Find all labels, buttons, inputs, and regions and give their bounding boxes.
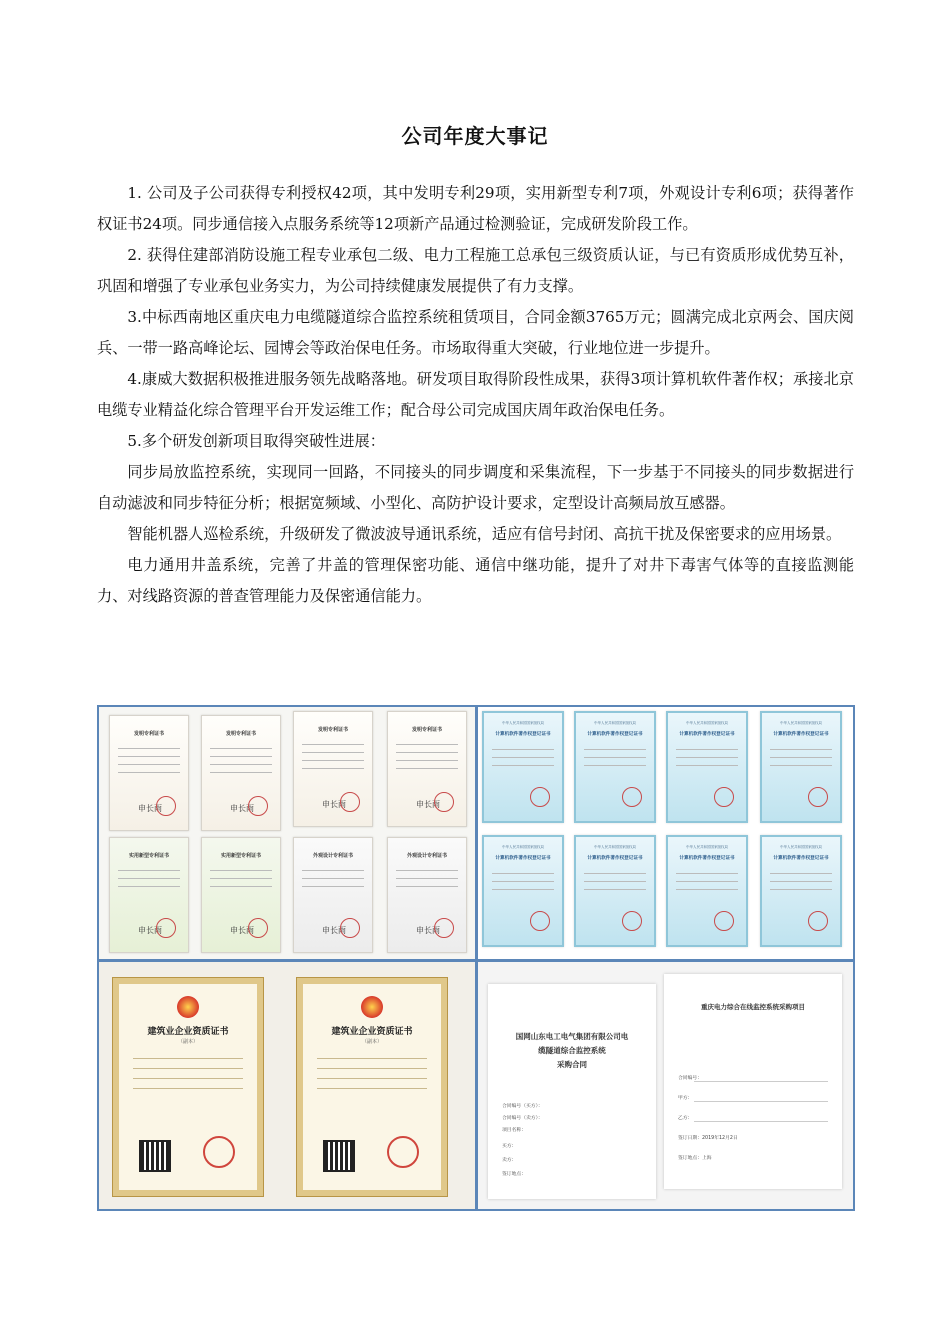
patent-certificate: 发明专利证书 申长雨 [293, 711, 373, 827]
seal-icon [622, 911, 642, 931]
software-copyright-panel [478, 707, 853, 959]
seal-icon [248, 918, 268, 938]
paragraph-7: 智能机器人巡检系统，升级研发了微波波导通讯系统，适应有信号封闭、高抗干扰及保密要求的应用场景。 [127, 525, 842, 543]
qr-code-icon [141, 1142, 169, 1170]
qualification-certificate: 建筑业企业资质证书 （副本） [297, 978, 447, 1196]
contracts-panel [478, 962, 853, 1209]
paragraph-6: 同步局放监控系统，实现同一回路，不同接头的同步调度和采集流程，下一步基于不同接头的同步数据进行自动滤波和同步特征分析；根据宽频域、小型化、高防护设计要求，定型设计高频局放互感器。 [97, 463, 854, 512]
contract-title: 国网山东电工电气集团有限公司电 缆隧道综合监控系统 采购合同 [515, 1032, 629, 1069]
paragraph-5: 5.多个研发创新项目取得突破性进展： [127, 432, 385, 450]
patent-certificate: 发明专利证书 申长雨 [387, 711, 467, 827]
software-copyright-certificate: 中华人民共和国国家版权局 计算机软件著作权登记证书 [760, 835, 842, 947]
design-patent-certificate: 外观设计专利证书 申长雨 [387, 837, 467, 953]
page-title: 公司年度大事记 [401, 124, 549, 148]
paragraph-8: 电力通用井盖系统，完善了井盖的管理保密功能、通信中继功能，提升了对井下毒害气体等的直接监测能力、对线路资源的普查管理能力及保密通信能力。 [97, 556, 854, 605]
software-copyright-certificate: 中华人民共和国国家版权局 计算机软件著作权登记证书 [482, 835, 564, 947]
seal-icon [340, 792, 360, 812]
paragraph-1: 1. 公司及子公司获得专利授权42项，其中发明专利29项，实用新型专利7项，外观设计专利6项；获得著作权证书24项。同步通信接入点服务系统等12项新产品通过检测验证，完成研发阶段工作。 [97, 184, 854, 233]
patent-certificates-panel [99, 707, 475, 959]
qualification-certificate: 建筑业企业资质证书 （副本） [113, 978, 263, 1196]
national-emblem-icon [177, 996, 199, 1018]
seal-icon [203, 1136, 235, 1168]
design-patent-certificate: 外观设计专利证书 申长雨 [293, 837, 373, 953]
seal-icon [387, 1136, 419, 1168]
paragraph-2: 2. 获得住建部消防设施工程专业承包二级、电力工程施工总承包三级资质认证，与已有资质形成优势互补，巩固和增强了专业承包业务实力，为公司持续健康发展提供了有力支撑。 [97, 246, 854, 295]
software-copyright-certificate: 中华人民共和国国家版权局 计算机软件著作权登记证书 [482, 711, 564, 823]
procurement-contract-document: 国网山东电工电气集团有限公司电 缆隧道综合监控系统 采购合同 合同编号（买方）： 合同编号（卖方）： 项目名称： 买方： 卖方： 签订地点： [488, 984, 656, 1199]
patent-certificate: 发明专利证书 申长雨 [109, 715, 189, 831]
seal-icon [434, 792, 454, 812]
utility-patent-certificate: 实用新型专利证书 申长雨 [201, 837, 281, 953]
national-emblem-icon [361, 996, 383, 1018]
seal-icon [530, 787, 550, 807]
paragraph-3: 3.中标西南地区重庆电力电缆隧道综合监控系统租赁项目，合同金额3765万元；圆满完成北京两会、国庆阅兵、一带一路高峰论坛、园博会等政治保电任务。市场取得重大突破，行业地位进一步提升。 [97, 308, 854, 357]
paragraph-4: 4.康威大数据积极推进服务领先战略落地。研发项目取得阶段性成果，获得3项计算机软件著作权；承接北京电缆专业精益化综合管理平台开发运维工作；配合母公司完成国庆周年政治保电任务。 [97, 370, 854, 419]
seal-icon [808, 787, 828, 807]
qualification-certificates-panel [99, 962, 475, 1209]
software-copyright-certificate: 中华人民共和国国家版权局 计算机软件著作权登记证书 [574, 835, 656, 947]
patent-certificate: 发明专利证书 申长雨 [201, 715, 281, 831]
seal-icon [156, 918, 176, 938]
seal-icon [622, 787, 642, 807]
utility-patent-certificate: 实用新型专利证书 申长雨 [109, 837, 189, 953]
seal-icon [808, 911, 828, 931]
seal-icon [714, 911, 734, 931]
procurement-project-document: 重庆电力综合在线监控系统采购项目 合同编号： 甲方： 乙方： 签订日期：2019年12月2日 签订地点：上海 [664, 974, 842, 1189]
software-copyright-certificate: 中华人民共和国国家版权局 计算机软件著作权登记证书 [666, 835, 748, 947]
software-copyright-certificate: 中华人民共和国国家版权局 计算机软件著作权登记证书 [666, 711, 748, 823]
seal-icon [714, 787, 734, 807]
seal-icon [434, 918, 454, 938]
seal-icon [248, 796, 268, 816]
software-copyright-certificate: 中华人民共和国国家版权局 计算机软件著作权登记证书 [760, 711, 842, 823]
body-text [97, 178, 854, 612]
seal-icon [340, 918, 360, 938]
software-copyright-certificate: 中华人民共和国国家版权局 计算机软件著作权登记证书 [574, 711, 656, 823]
certificate-collage [97, 705, 855, 1211]
seal-icon [156, 796, 176, 816]
seal-icon [530, 911, 550, 931]
qr-code-icon [325, 1142, 353, 1170]
